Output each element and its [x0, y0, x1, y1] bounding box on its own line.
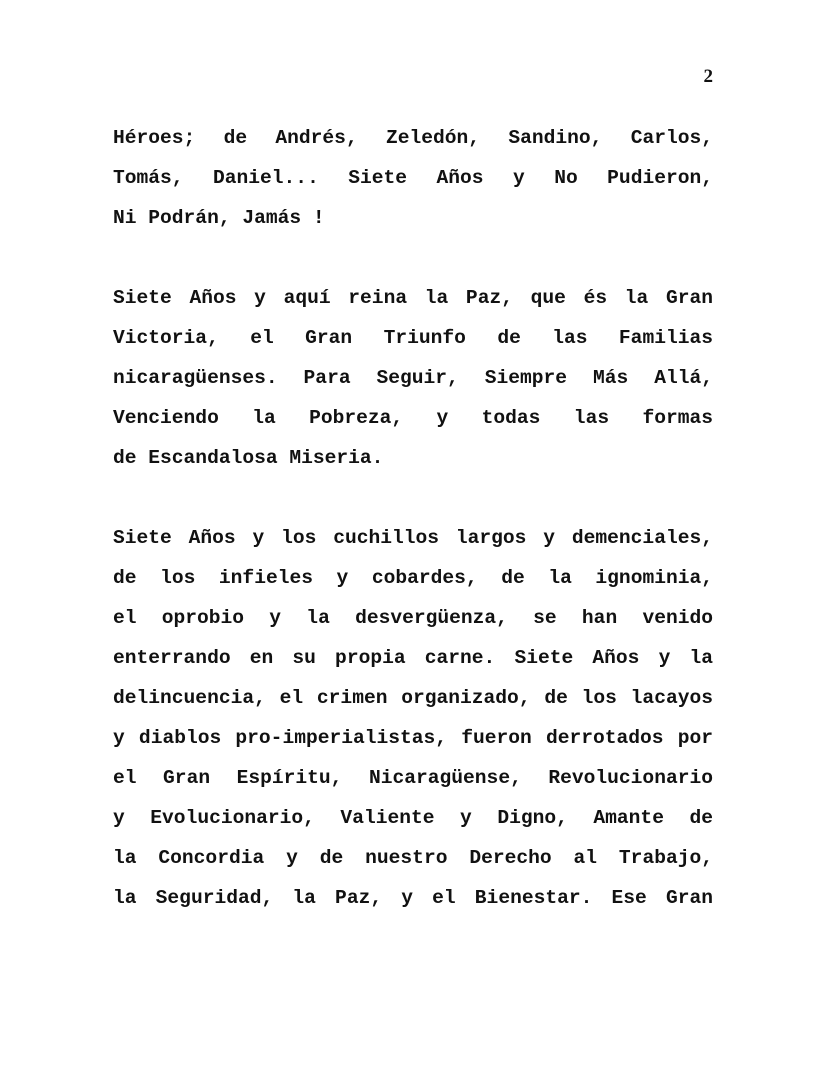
text-line: el oprobio y la desvergüenza, se han venido	[113, 607, 713, 629]
text-line: Victoria, el Gran Triunfo de las Familias	[113, 327, 713, 349]
text-line: de los infieles y cobardes, de la ignominia,	[113, 567, 713, 589]
paragraph-2	[113, 278, 713, 478]
text-line: la Seguridad, la Paz, y el Bienestar. Ese Gran	[113, 887, 713, 909]
text-line: Tomás, Daniel... Siete Años y No Pudieron,	[113, 167, 713, 189]
text-line: Ni Podrán, Jamás !	[113, 207, 325, 229]
text-line: de Escandalosa Miseria.	[113, 447, 384, 469]
text-line: la Concordia y de nuestro Derecho al Trabajo,	[113, 847, 713, 869]
text-line: enterrando en su propia carne. Siete Años y la	[113, 647, 713, 669]
text-line: y Evolucionario, Valiente y Digno, Amante de	[113, 807, 713, 829]
document-body	[113, 118, 713, 958]
text-line: el Gran Espíritu, Nicaragüense, Revolucionario	[113, 767, 713, 789]
text-line: Venciendo la Pobreza, y todas las formas	[113, 407, 713, 429]
text-line: Siete Años y aquí reina la Paz, que és la Gran	[113, 287, 713, 309]
text-line: y diablos pro-imperialistas, fueron derrotados por	[113, 727, 713, 749]
text-line: delincuencia, el crimen organizado, de los lacayos	[113, 687, 713, 709]
paragraph-3	[113, 518, 713, 918]
text-line: Héroes; de Andrés, Zeledón, Sandino, Carlos,	[113, 127, 713, 149]
text-line: nicaragüenses. Para Seguir, Siempre Más Allá,	[113, 367, 713, 389]
text-line: Siete Años y los cuchillos largos y demenciales,	[113, 527, 713, 549]
page-number: 2	[703, 66, 713, 87]
paragraph-1	[113, 118, 713, 238]
